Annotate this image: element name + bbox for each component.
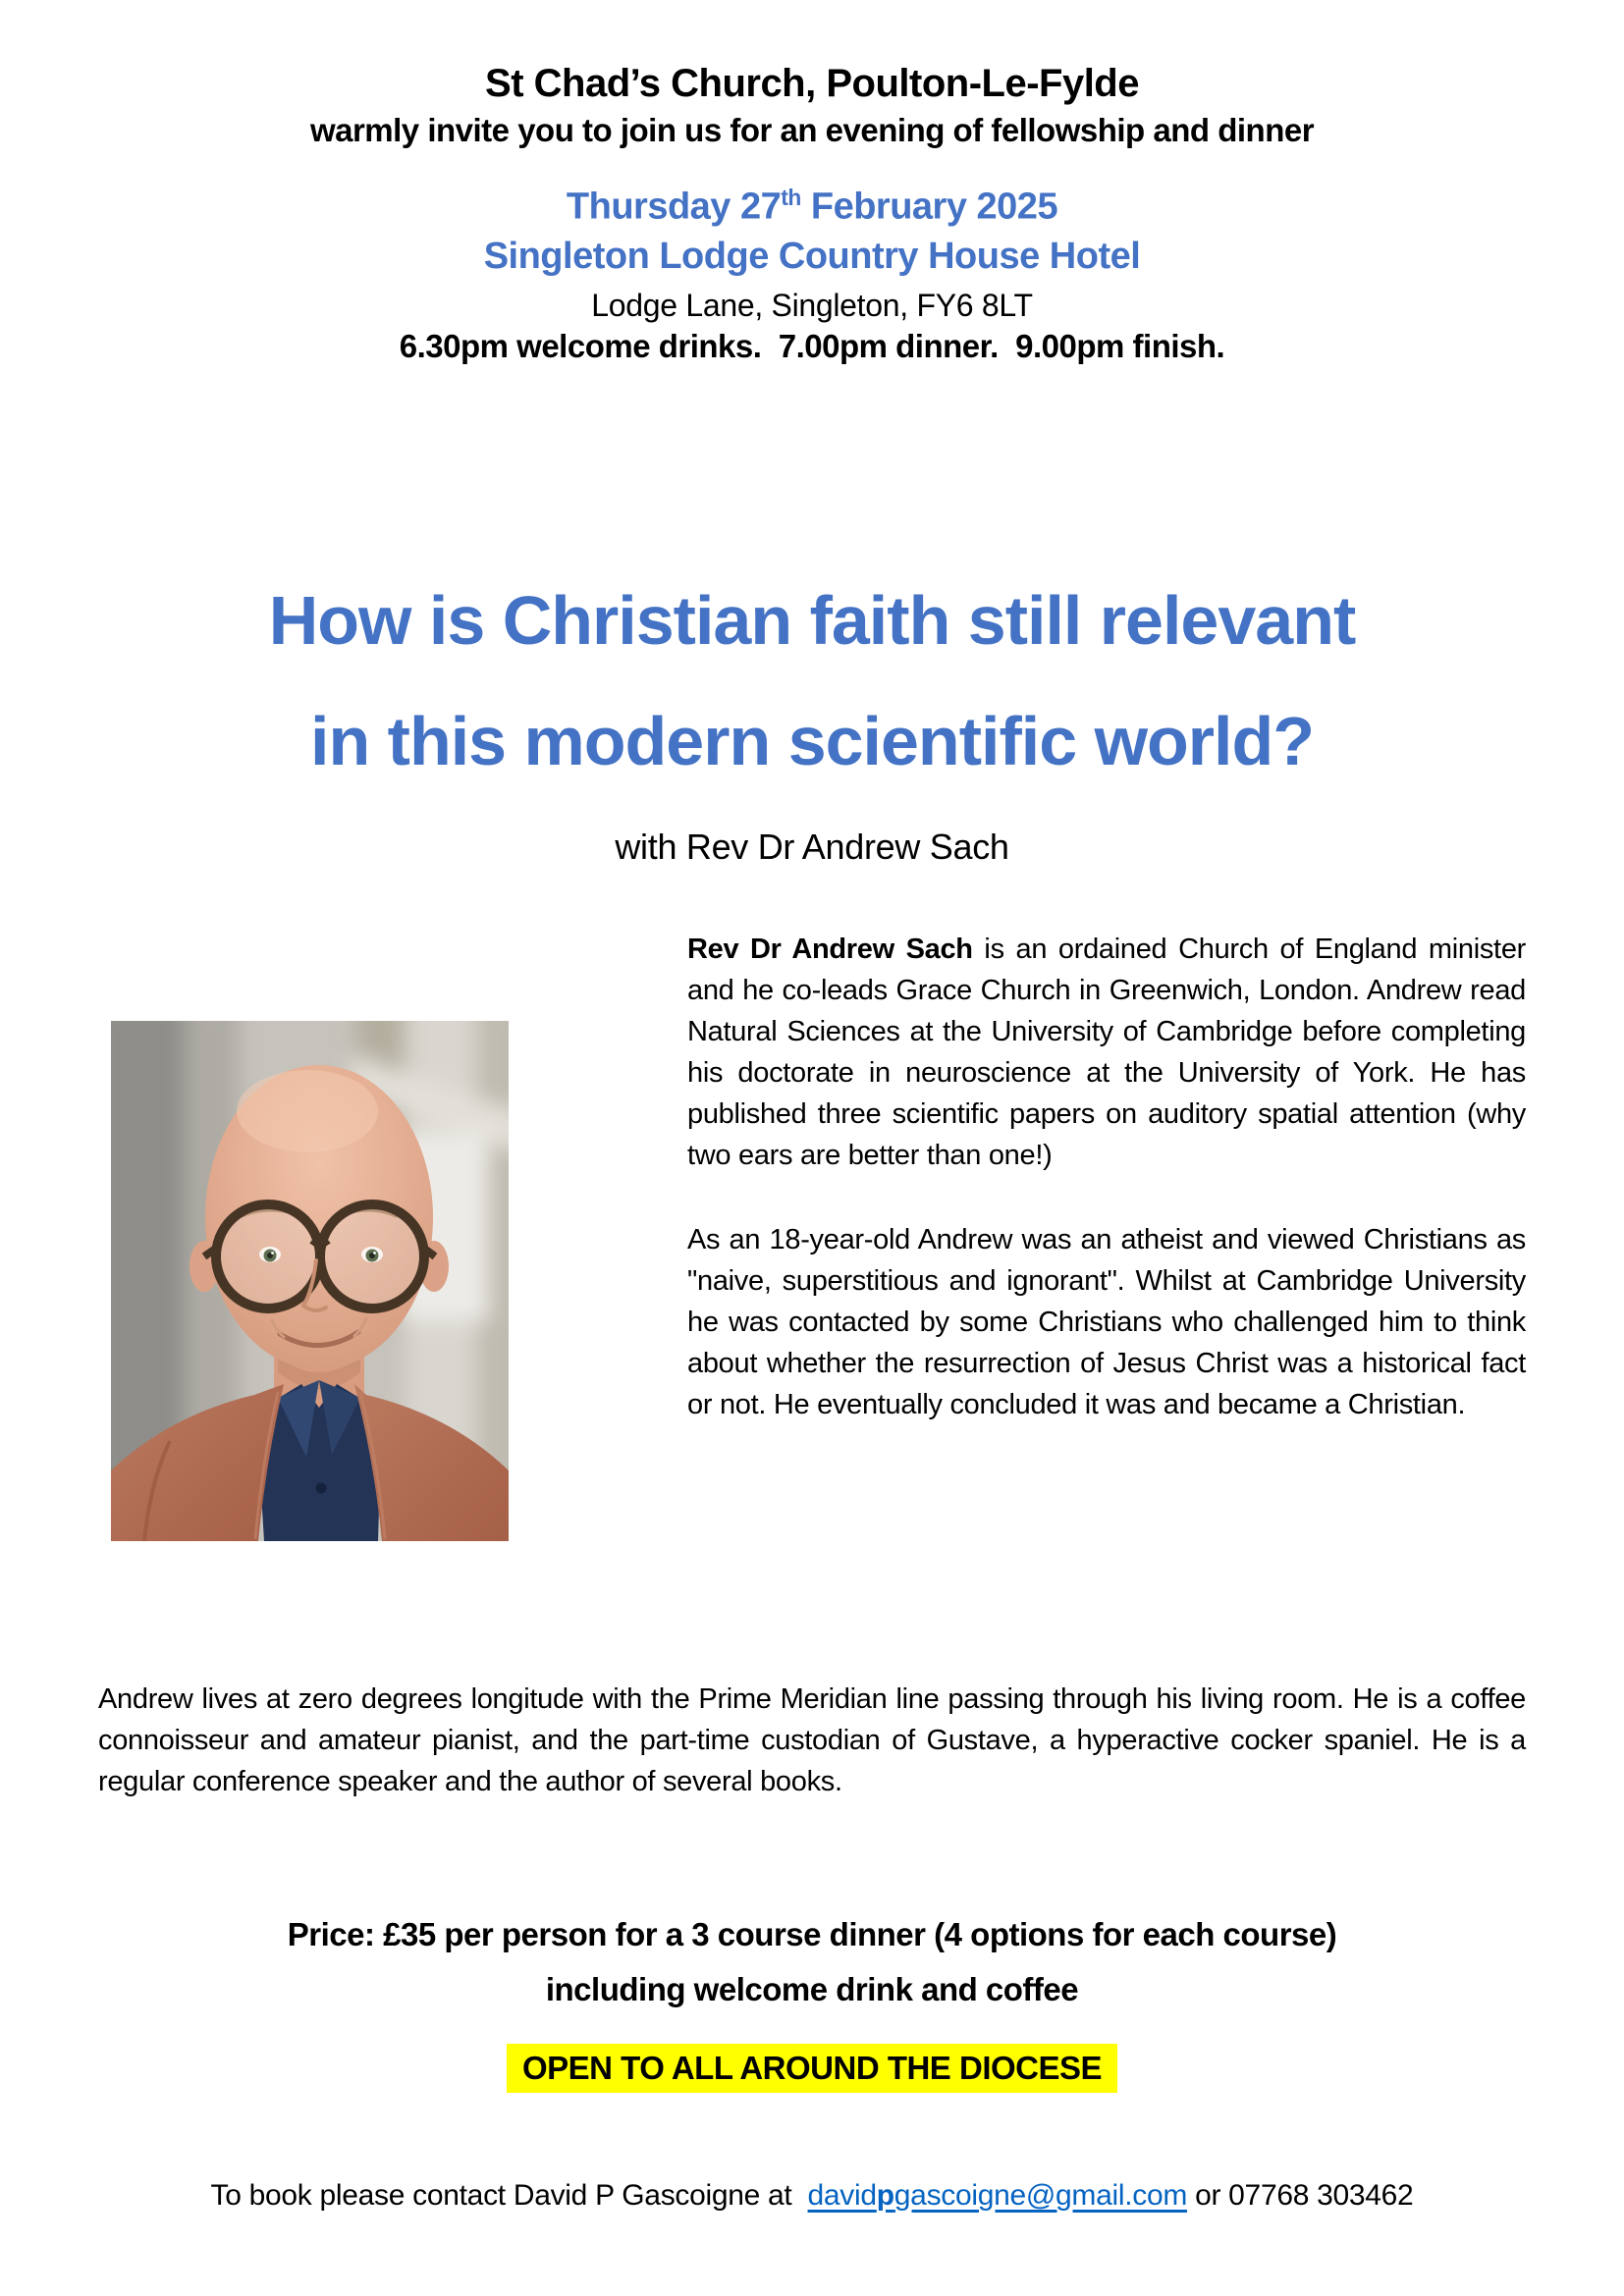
bio-paragraph-1 <box>687 929 1526 1176</box>
event-venue: Singleton Lodge Country House Hotel <box>483 236 1141 277</box>
event-date-main: Thursday 27 <box>566 186 782 228</box>
contact-suffix: or 07768 303462 <box>1187 2179 1414 2212</box>
price-line1: Price: £35 per person for a 3 course dinner (4 options for each course) <box>287 1916 1337 1952</box>
speaker-line: with Rev Dr Andrew Sach <box>615 827 1009 867</box>
bio-paragraph-2: As an 18-year-old Andrew was an atheist and viewed Christians as "naive, superstitious and ignorant". Whilst at Cambridge University he was contacted by some Christians who challenged him to think about whether the resurrection of Jesus Christ was a historical fact or not. He eventually concluded it was and became a Christian. <box>687 1224 1526 1421</box>
banner-row <box>0 2044 1624 2093</box>
diocese-banner: OPEN TO ALL AROUND THE DIOCESE <box>507 2044 1117 2093</box>
email-link[interactable] <box>808 2179 1188 2212</box>
event-date <box>0 185 1624 229</box>
bio-paragraph-3: Andrew lives at zero degrees longitude with the Prime Meridian line passing through his living room. He is a coffee connoisseur and amateur pianist, and the part-time custodian of Gustave, a hyperactive cocker spaniel. He is a regular conference speaker and the author of several books. <box>98 1683 1526 1798</box>
email-part-3[interactable]: gascoigne@gmail.com <box>893 2179 1188 2212</box>
main-title-line2: in this modern scientific world? <box>310 703 1314 779</box>
main-title-line1: How is Christian faith still relevant <box>268 582 1356 659</box>
bio-speaker-name: Rev Dr Andrew Sach <box>687 934 973 965</box>
speaker-portrait-image <box>111 1021 509 1541</box>
contact-prefix: To book please contact David P Gascoigne at <box>210 2179 808 2212</box>
invite-line: warmly invite you to join us for an evening of fellowship and dinner <box>309 112 1315 148</box>
church-name: St Chad’s Church, Poulton-Le-Fylde <box>485 62 1139 105</box>
price-line2: including welcome drink and coffee <box>545 1971 1079 2007</box>
event-address: Lodge Lane, Singleton, FY6 8LT <box>591 288 1033 323</box>
event-date-ordinal: th <box>781 185 801 210</box>
email-part-2[interactable]: p <box>876 2179 894 2212</box>
bio-column <box>687 929 1526 1426</box>
event-times: 6.30pm welcome drinks. 7.00pm dinner. 9.00pm finish. <box>399 328 1225 364</box>
bio-paragraph-1-text: is an ordained Church of England minister and he co-leads Grace Church in Greenwich, London. Andrew read Natural Sciences at the University of Cambridge before completing his doctorate in neuroscience at the University of York. He has published three scientific papers on auditory spatial attention (why two ears are better than one!) <box>687 934 1527 1172</box>
contact-line <box>0 2179 1624 2213</box>
email-part-1[interactable]: david <box>807 2179 877 2212</box>
speaker-photo <box>111 1021 509 1541</box>
event-date-rest: February 2025 <box>800 186 1058 228</box>
